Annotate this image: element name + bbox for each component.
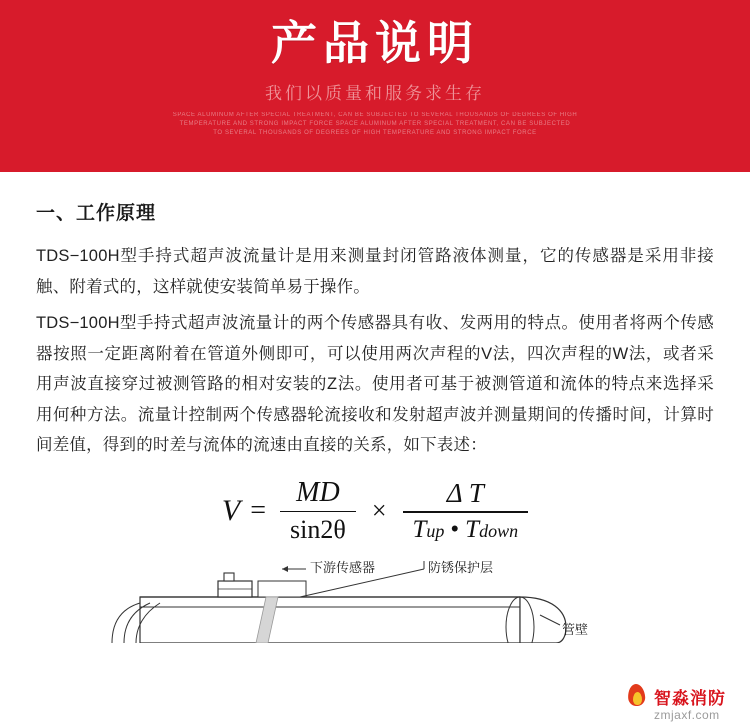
sensor-cap — [224, 573, 234, 581]
content-area — [0, 172, 750, 545]
formula-left-denominator: sin2θ — [290, 515, 346, 545]
formula-right-denominator-t1: T — [412, 515, 427, 543]
banner-subtitle: 我们以质量和服务求生存 — [265, 83, 485, 103]
banner-english-line-1: SPACE ALUMINUM AFTER SPECIAL TREATMENT, CAN BE SUBJECTED TO SEVERAL THOUSANDS OF DEGREES OF HIGH — [172, 111, 578, 118]
formula-multiply-operator: × — [371, 495, 387, 525]
formula-right-denominator-t1-sub: up — [426, 520, 445, 541]
flame-icon-inner — [633, 692, 642, 705]
page-banner — [0, 0, 750, 172]
paragraph-1: TDS−100H型手持式超声波流量计是用来测量封闭管路液体测量，它的传感器是采用非接触、附着式的，这样就使安装简单易于操作。 — [36, 247, 714, 296]
banner-title: 产品说明 — [271, 17, 479, 69]
diagram-label-pipe-wall: 管壁 — [562, 622, 589, 638]
pipe-left-arc-1 — [112, 603, 140, 643]
formula-right-denominator-t2-sub: down — [479, 520, 519, 541]
formula-left-numerator: MD — [296, 476, 340, 508]
paragraph-2: TDS−100H型手持式超声波流量计的两个传感器具有收、发两用的特点。使用者将两个传感器按照一定距离附着在管道外侧即可，可以使用两次声程的V法，四次声程的W法，或者采用声波直接穿过被测管路的相对安装的Z法。使用者可基于被测管道和流体的特点来选择采用何种方法。流量计控制两个传感器轮流接收和发射超声波并测量期间的传播时间，计算时间差值，得到的时差与流体的流速由直接的关系，如下表述： — [36, 314, 714, 455]
banner-english-text — [173, 111, 578, 139]
banner-english-line-2: TEMPERATURE AND STRONG IMPACT FORCE SPACE ALUMINUM AFTER SPECIAL TREATMENT, CAN BE SUBJECTED — [179, 120, 571, 127]
banner-english-line-3: TO SEVERAL THOUSANDS OF DEGREES OF HIGH TEMPERATURE AND STRONG IMPACT FORCE — [213, 130, 537, 137]
watermark — [624, 683, 742, 722]
velocity-formula — [36, 477, 714, 546]
diagram-label-downstream-sensor: 下游传感器 — [310, 560, 376, 576]
watermark-name: 智淼消防 — [654, 688, 726, 708]
banner-inner — [0, 0, 750, 172]
leader-arrow-downstream — [282, 566, 288, 572]
protective-layer-patch — [258, 581, 306, 597]
formula-right-fraction — [403, 478, 529, 544]
formula-right-denominator — [403, 513, 529, 544]
pipe-body — [140, 597, 520, 643]
formula-left-fraction — [280, 477, 356, 546]
pipe-right-end — [520, 597, 566, 643]
formula-equals: = — [250, 494, 267, 526]
formula-variable: V — [221, 493, 241, 527]
formula-right-denominator-t2: T — [465, 515, 480, 543]
formula-right-denominator-dot: • — [450, 515, 460, 543]
flame-icon — [624, 683, 650, 709]
watermark-row — [624, 683, 726, 709]
formula-right-numerator: Δ T — [446, 478, 484, 509]
pipe-diagram — [0, 551, 750, 643]
section-heading: 一、工作原理 — [36, 203, 157, 224]
watermark-url: zmjaxf.com — [654, 708, 720, 722]
diagram-label-rust-layer: 防锈保护层 — [428, 560, 494, 576]
